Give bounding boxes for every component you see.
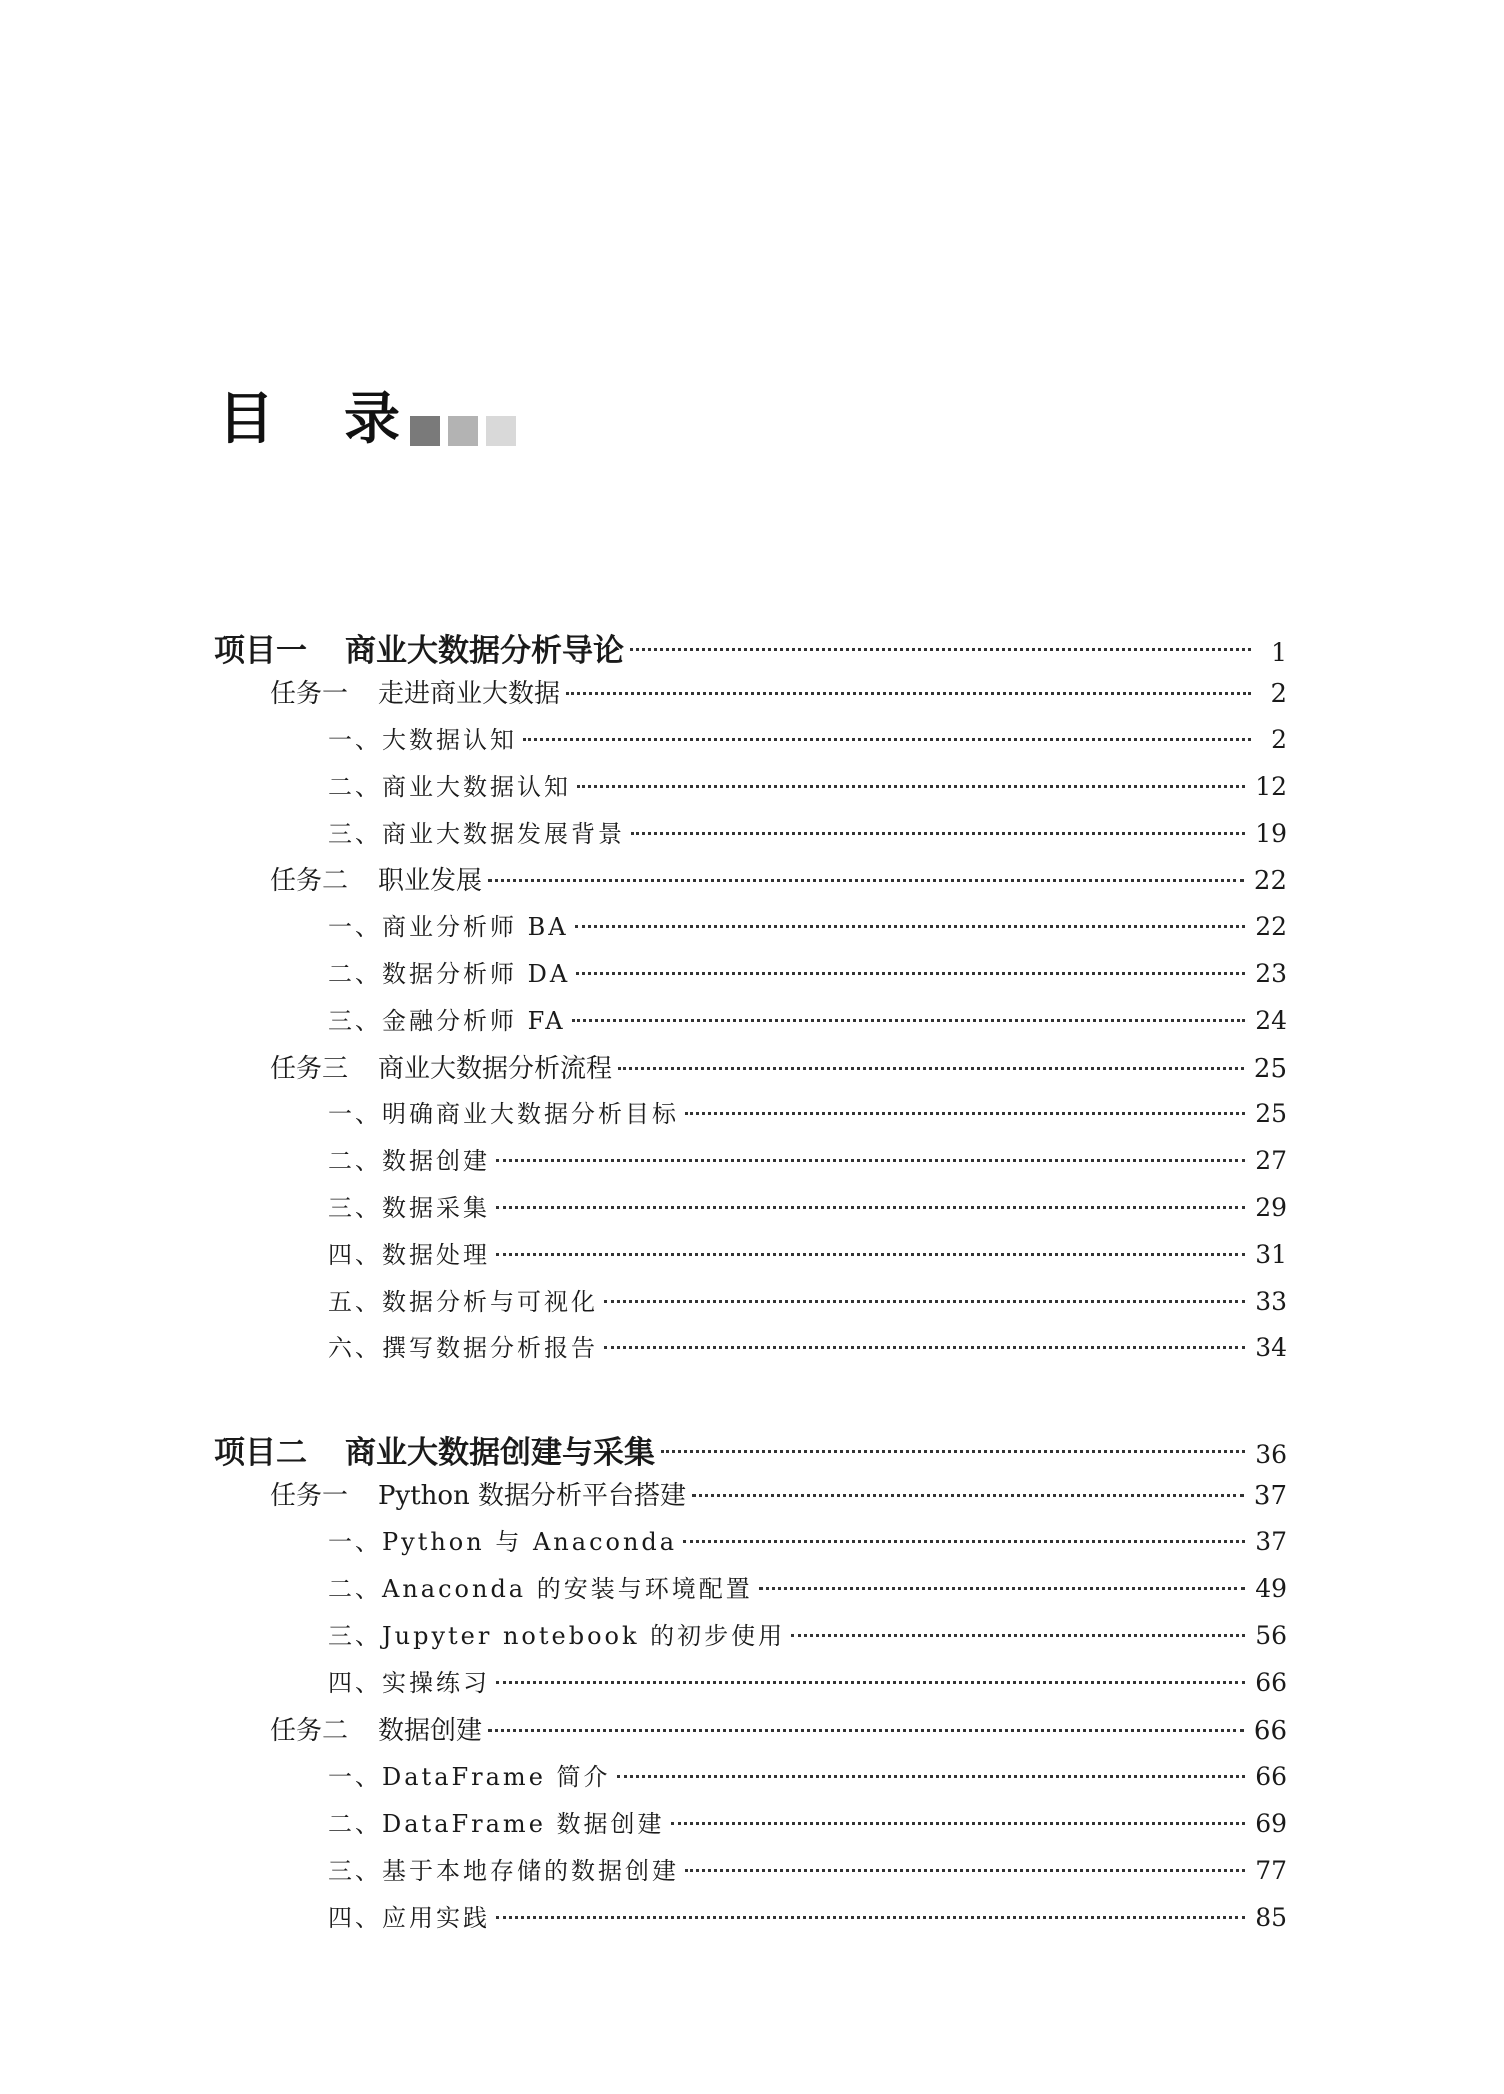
- dot-leader: [496, 1206, 1245, 1209]
- toc-page-number: 34: [1255, 1333, 1287, 1362]
- toc-page-number: 33: [1255, 1287, 1287, 1316]
- toc-entry-number: 任务一: [270, 1481, 349, 1511]
- toc-entry-title: 三、商业大数据发展背景: [328, 820, 625, 848]
- toc-task-entry[interactable]: [270, 860, 1287, 897]
- toc-page-number: 29: [1255, 1193, 1287, 1222]
- toc-section-entry[interactable]: [328, 1616, 1287, 1651]
- dot-leader: [575, 925, 1246, 928]
- toc-entry-label: [328, 1235, 490, 1270]
- toc-entry-title: 商业大数据创建与采集: [345, 1435, 655, 1471]
- toc-page-number: 23: [1255, 959, 1287, 988]
- toc-entry-label: [214, 1427, 655, 1472]
- toc-section-entry[interactable]: [328, 907, 1287, 942]
- dot-leader: [496, 1159, 1245, 1162]
- dot-leader: [496, 1681, 1245, 1684]
- toc-entry-label: [270, 673, 560, 710]
- dot-leader: [661, 1450, 1245, 1453]
- toc-entry-number: 任务三: [270, 1054, 349, 1084]
- toc-section-entry[interactable]: [328, 1851, 1287, 1886]
- toc-page-number: 37: [1255, 1527, 1287, 1556]
- title-char-2: 录: [344, 387, 400, 452]
- toc-section-entry[interactable]: [328, 954, 1287, 989]
- toc-project-entry[interactable]: [214, 1427, 1287, 1472]
- toc-section-entry[interactable]: [328, 1522, 1287, 1557]
- toc-page-number: 25: [1255, 1099, 1287, 1128]
- toc-page-number: 85: [1255, 1903, 1287, 1932]
- dot-leader: [523, 738, 1251, 741]
- toc-page-number: 49: [1255, 1574, 1287, 1603]
- toc-entry-label: [328, 720, 517, 755]
- toc-entry-number: 任务一: [270, 679, 349, 709]
- dot-leader: [791, 1634, 1245, 1637]
- toc-entry-title: 二、DataFrame 数据创建: [328, 1810, 665, 1838]
- toc-entry-title: 一、明确商业大数据分析目标: [328, 1100, 679, 1128]
- toc-page-number: 27: [1255, 1146, 1287, 1175]
- toc-entry-title: 一、Python 与 Anaconda: [328, 1528, 678, 1556]
- toc-section-entry[interactable]: [328, 1141, 1287, 1176]
- toc-page-number: 24: [1255, 1006, 1287, 1035]
- toc-entry-label: [328, 907, 569, 942]
- toc-page-number: 22: [1255, 912, 1287, 941]
- dot-leader: [577, 785, 1245, 788]
- toc-section-entry[interactable]: [328, 814, 1287, 849]
- toc-task-entry[interactable]: [270, 1475, 1287, 1512]
- toc-entry-title: 四、数据处理: [328, 1241, 490, 1269]
- toc-page-number: 77: [1255, 1856, 1287, 1885]
- dot-leader: [630, 648, 1251, 651]
- dot-leader: [617, 1775, 1246, 1778]
- dot-leader: [631, 832, 1245, 835]
- toc-entry-title: 一、商业分析师 BA: [328, 913, 569, 941]
- toc-section-entry[interactable]: [328, 720, 1287, 755]
- toc-section-entry[interactable]: [328, 1282, 1287, 1317]
- toc-entry-number: 项目一: [214, 633, 307, 669]
- toc-entry-title: 五、数据分析与可视化: [328, 1288, 598, 1316]
- toc-entry-title: 数据创建: [378, 1716, 483, 1746]
- toc-page-number: 31: [1255, 1240, 1287, 1269]
- toc-section-entry[interactable]: [328, 1188, 1287, 1223]
- toc-entry-label: [328, 1569, 753, 1604]
- dot-leader: [671, 1822, 1246, 1825]
- toc-entry-title: 六、撰写数据分析报告: [328, 1334, 598, 1362]
- toc-entry-title: 一、大数据认知: [328, 726, 517, 754]
- toc-entry-label: [328, 767, 571, 802]
- toc-section-entry[interactable]: [328, 1804, 1287, 1839]
- toc-section-entry[interactable]: [328, 1094, 1287, 1129]
- toc-entry-title: 二、数据创建: [328, 1147, 490, 1175]
- toc-entry-title: 三、金融分析师 FA: [328, 1007, 566, 1035]
- toc-task-entry[interactable]: [270, 673, 1287, 710]
- toc-page-number: 2: [1270, 679, 1287, 709]
- toc-page-number: 19: [1255, 819, 1287, 848]
- dot-leader: [685, 1869, 1245, 1872]
- toc-entry-title: 四、实操练习: [328, 1669, 490, 1697]
- toc-entry-number: 任务二: [270, 866, 349, 896]
- dot-leader: [604, 1300, 1245, 1303]
- toc-entry-label: [328, 1616, 785, 1651]
- toc-page-number: 36: [1255, 1440, 1287, 1469]
- dot-leader: [488, 1729, 1244, 1732]
- toc-section-entry[interactable]: [328, 1663, 1287, 1698]
- toc-entry-title: 一、DataFrame 简介: [328, 1763, 611, 1791]
- toc-page-number: 1: [1271, 638, 1287, 667]
- toc-entry-title: 三、基于本地存储的数据创建: [328, 1857, 679, 1885]
- toc-entry-title: 商业大数据分析流程: [378, 1054, 613, 1084]
- toc-entry-label: [328, 1898, 490, 1933]
- toc-section-entry[interactable]: [328, 1569, 1287, 1604]
- toc-entry-number: 项目二: [214, 1435, 307, 1471]
- toc-page-number: 22: [1253, 866, 1287, 896]
- toc-task-entry[interactable]: [270, 1048, 1287, 1085]
- toc-section-entry[interactable]: [328, 1328, 1287, 1363]
- toc-entry-number: 任务二: [270, 1716, 349, 1746]
- toc-page-number: 66: [1253, 1716, 1287, 1746]
- toc-entry-label: [328, 1663, 490, 1698]
- toc-page-number: 2: [1271, 725, 1287, 754]
- dot-leader: [759, 1587, 1245, 1590]
- decor-square-mid: [448, 416, 478, 446]
- toc-entry-label: [270, 1710, 482, 1747]
- toc-entry-label: [328, 814, 625, 849]
- toc-entry-label: [328, 1328, 598, 1363]
- toc-section-entry[interactable]: [328, 1757, 1287, 1792]
- toc-entry-title: 职业发展: [378, 866, 483, 896]
- toc-page-number: 37: [1253, 1481, 1287, 1511]
- toc-entry-label: [328, 1094, 679, 1129]
- toc-task-entry[interactable]: [270, 1710, 1287, 1747]
- toc-entry-title: 二、商业大数据认知: [328, 773, 571, 801]
- toc-entry-label: [328, 1188, 490, 1223]
- dot-leader: [496, 1916, 1245, 1919]
- toc-entry-title: 二、数据分析师 DA: [328, 960, 571, 988]
- dot-leader: [618, 1067, 1244, 1070]
- dot-leader: [572, 1019, 1246, 1022]
- toc-page-number: 12: [1255, 772, 1287, 801]
- toc-entry-label: [214, 625, 624, 670]
- toc-entry-title: 三、Jupyter notebook 的初步使用: [328, 1622, 786, 1650]
- dot-leader: [683, 1540, 1245, 1543]
- toc-section-entry[interactable]: [328, 1235, 1287, 1270]
- toc-entry-label: [328, 1141, 490, 1176]
- toc-section-entry[interactable]: [328, 767, 1287, 802]
- dot-leader: [604, 1346, 1245, 1349]
- toc-page-number: 25: [1253, 1054, 1287, 1084]
- toc-page-number: 69: [1255, 1809, 1287, 1838]
- dot-leader: [566, 692, 1251, 695]
- toc-entry-label: [328, 1757, 611, 1792]
- title-char-1: 目: [218, 387, 274, 452]
- toc-entry-label: [328, 954, 570, 989]
- dot-leader: [496, 1253, 1245, 1256]
- toc-entry-title: Python 数据分析平台搭建: [378, 1481, 687, 1511]
- toc-entry-label: [328, 1804, 665, 1839]
- toc-entry-title: 走进商业大数据: [378, 679, 561, 709]
- toc-entry-label: [328, 1522, 677, 1557]
- toc-page-number: 66: [1255, 1762, 1287, 1791]
- toc-page-number: 56: [1255, 1621, 1287, 1650]
- dot-leader: [692, 1494, 1244, 1497]
- toc-entry-label: [328, 1001, 566, 1036]
- decor-square-dark: [410, 416, 440, 446]
- dot-leader: [488, 879, 1244, 882]
- toc-entry-title: 二、Anaconda 的安装与环境配置: [328, 1575, 753, 1603]
- toc-project-entry[interactable]: [214, 625, 1287, 670]
- toc-entry-title: 四、应用实践: [328, 1904, 490, 1932]
- toc-entry-title: 三、数据采集: [328, 1194, 490, 1222]
- dot-leader: [576, 972, 1245, 975]
- toc-entry-label: [270, 860, 482, 897]
- toc-entry-title: 商业大数据分析导论: [345, 633, 624, 669]
- dot-leader: [685, 1112, 1245, 1115]
- toc-entry-label: [270, 1475, 686, 1512]
- toc-title: [218, 387, 516, 452]
- decor-square-light: [486, 416, 516, 446]
- toc-entry-label: [328, 1851, 679, 1886]
- toc-page-number: 66: [1255, 1668, 1287, 1697]
- toc-entry-label: [270, 1048, 612, 1085]
- toc-section-entry[interactable]: [328, 1001, 1287, 1036]
- toc-entry-label: [328, 1282, 598, 1317]
- toc-section-entry[interactable]: [328, 1898, 1287, 1933]
